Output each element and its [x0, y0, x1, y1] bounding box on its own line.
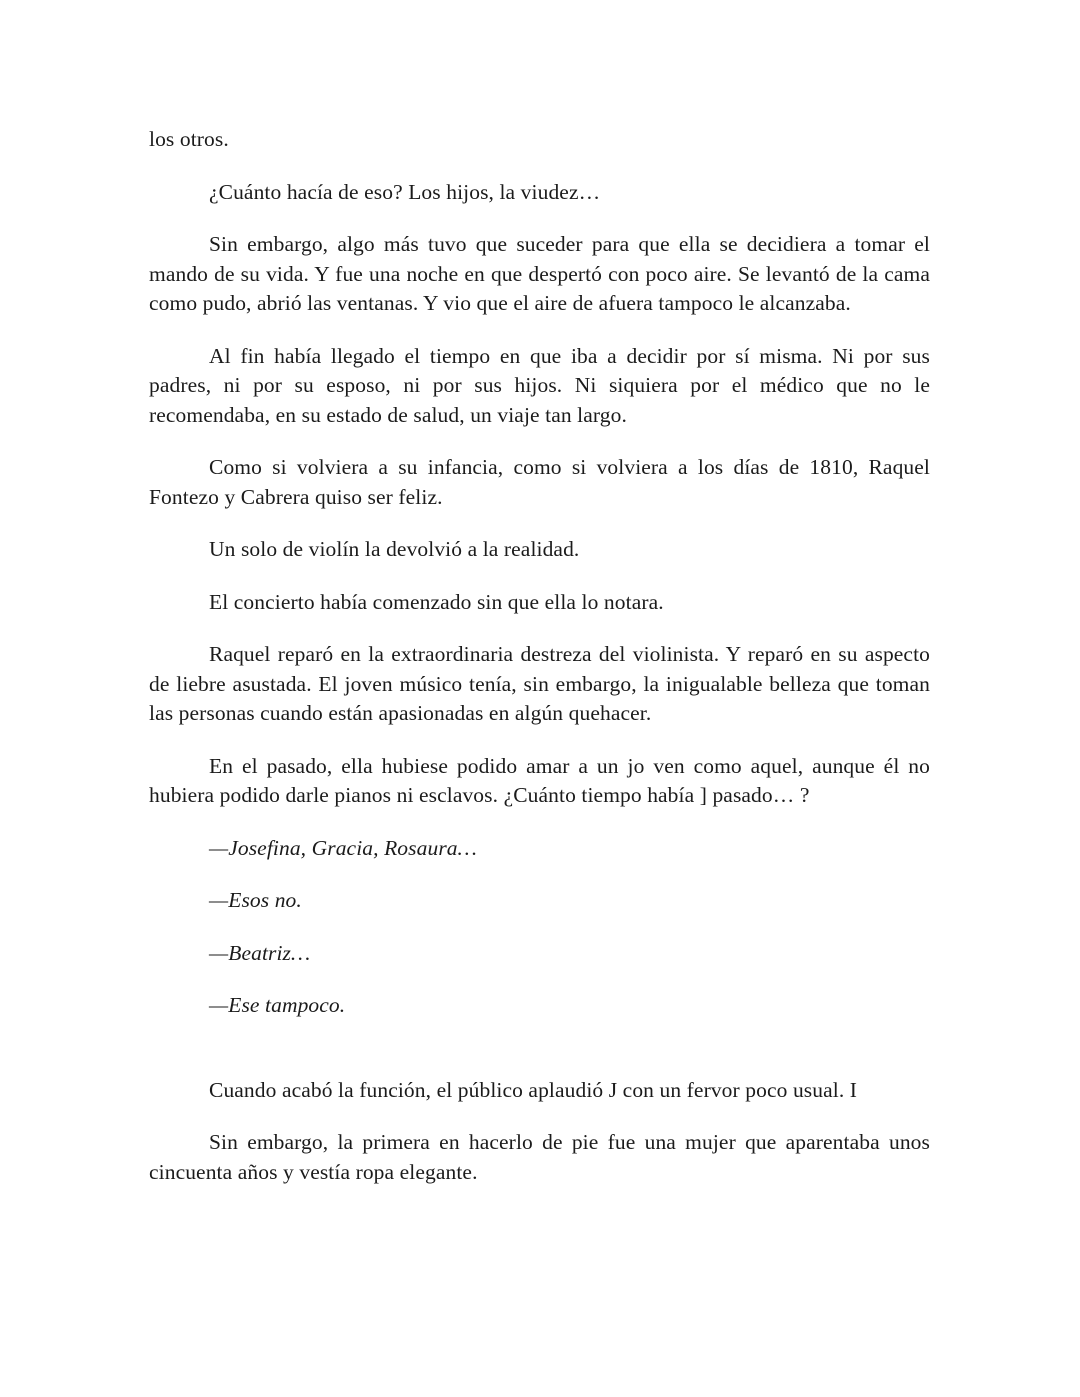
paragraph: ¿Cuánto hacía de eso? Los hijos, la viudez…	[209, 179, 601, 204]
paragraph: Al fin había llegado el tiempo en que iba a decidir por sí misma. Ni por sus padres, ni por su esposo, ni por sus hijos. Ni siquiera por el médico que no le recomendaba, en su estado de salud, un viaje tan largo.	[149, 343, 930, 427]
dialogue-line: —Beatriz…	[209, 940, 311, 965]
paragraph: Un solo de violín la devolvió a la realidad.	[209, 537, 580, 561]
paragraph: Sin embargo, la primera en hacerlo de pie fue una mujer que aparentaba unos cincuenta años y vestía ropa elegante.	[149, 1130, 930, 1184]
paragraph: Como si volviera a su infancia, como si volviera a los días de 1810, Raquel Fontezo y Cabrera quiso ser feliz.	[149, 455, 930, 509]
paragraph-continuation: los otros.	[149, 127, 229, 151]
paragraph: Raquel reparó en la extraordinaria destreza del violinista. Y reparó en su aspecto de liebre asustada. El joven músico tenía, sin embargo, la inigualable belleza que toman las personas cuando están apasionadas en algún quehacer.	[149, 642, 930, 725]
paragraph: En el pasado, ella hubiese podido amar a un jo ven como aquel, aunque él no hubiera podido darle pianos ni esclavos. ¿Cuánto tiempo había ] pasado… ?	[149, 753, 930, 807]
dialogue-line: —Ese tampoco.	[209, 993, 346, 1017]
dialogue-line: —Esos no.	[209, 888, 302, 912]
paragraph: Sin embargo, algo más tuvo que suceder para que ella se decidiera a tomar el mando de su vida. Y fue una noche en que despertó con poco aire. Se levantó de la cama como pudo, abrió las ventanas. Y vio que el aire de afuera tampoco le alcanzaba.	[149, 232, 930, 315]
paragraph: El concierto había comenzado sin que ella lo notara.	[209, 589, 664, 614]
dialogue-line: —Josefina, Gracia, Rosaura…	[209, 835, 477, 860]
paragraph: Cuando acabó la función, el público aplaudió J con un fervor poco usual. I	[209, 1077, 858, 1102]
